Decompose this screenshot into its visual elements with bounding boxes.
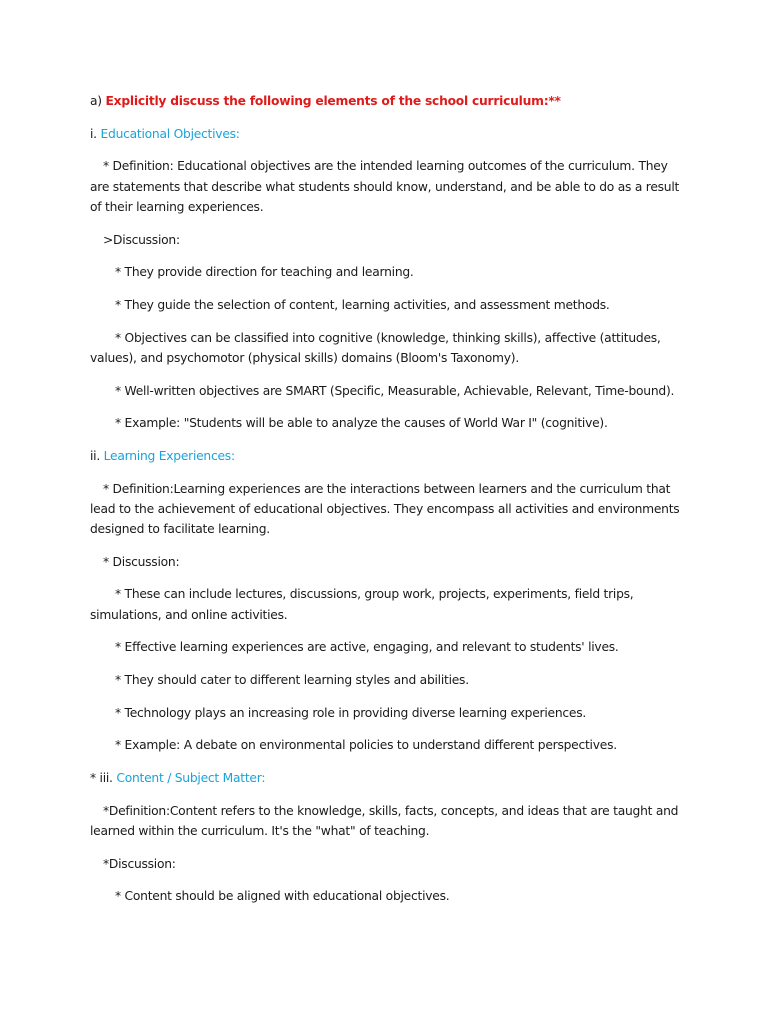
section-number: * iii.	[90, 771, 113, 786]
section-number: ii.	[90, 448, 100, 463]
discussion-point: * Content should be aligned with educational objectives.	[115, 889, 450, 904]
discussion-label: * Discussion:	[103, 554, 180, 569]
discussion-point: * Well-written objectives are SMART (Specific, Measurable, Achievable, Relevant, Time-bound).	[115, 383, 675, 398]
discussion-label: *Discussion:	[103, 856, 176, 871]
discussion-point: * They should cater to different learning styles and abilities.	[115, 673, 469, 688]
discussion-point: * These can include lectures, discussions, group work, projects, experiments, field trips, simulations, and online activities.	[90, 587, 634, 622]
discussion-point: * Technology plays an increasing role in providing diverse learning experiences.	[115, 705, 587, 720]
section-title-learning-experiences	[90, 446, 682, 466]
section-title-text: Content / Subject Matter:	[116, 771, 266, 786]
section-definition: * Definition:Learning experiences are the interactions between learners and the curriculum that lead to the achievement of educational objectives. They encompass all activities and environments designed to facilitate learning.	[90, 481, 680, 537]
section-title-text: Learning Experiences:	[103, 448, 235, 463]
section-definition: *Definition:Content refers to the knowledge, skills, facts, concepts, and ideas that are taught and learned within the curriculum. It's the "what" of teaching.	[90, 803, 679, 839]
discussion-point: * Example: "Students will be able to analyze the causes of World War I" (cognitive).	[115, 416, 608, 431]
discussion-point: * They provide direction for teaching and learning.	[115, 265, 414, 280]
discussion-point: * Effective learning experiences are active, engaging, and relevant to students' lives.	[115, 640, 619, 655]
section-title-text: Educational Objectives:	[100, 126, 240, 141]
section-title-content-subject-matter	[90, 768, 682, 788]
heading-text: Explicitly discuss the following elements of the school curriculum:**	[105, 94, 561, 108]
discussion-point: * They guide the selection of content, learning activities, and assessment methods.	[115, 297, 610, 312]
heading-marker: a)	[90, 94, 102, 108]
discussion-point: * Example: A debate on environmental policies to understand different perspectives.	[115, 738, 617, 753]
discussion-label: >Discussion:	[103, 232, 180, 247]
section-number: i.	[90, 126, 97, 141]
discussion-point: * Objectives can be classified into cognitive (knowledge, thinking skills), affective (attitudes, values), and psychomotor (physical skills) domains (Bloom's Taxonomy).	[90, 330, 661, 365]
section-definition: * Definition: Educational objectives are the intended learning outcomes of the curriculum. They are statements that describe what students should know, understand, and be able to do as a result of their learning experiences.	[90, 159, 680, 214]
section-title-educational-objectives	[90, 124, 682, 144]
document-heading	[90, 91, 682, 111]
document-page	[90, 91, 682, 919]
